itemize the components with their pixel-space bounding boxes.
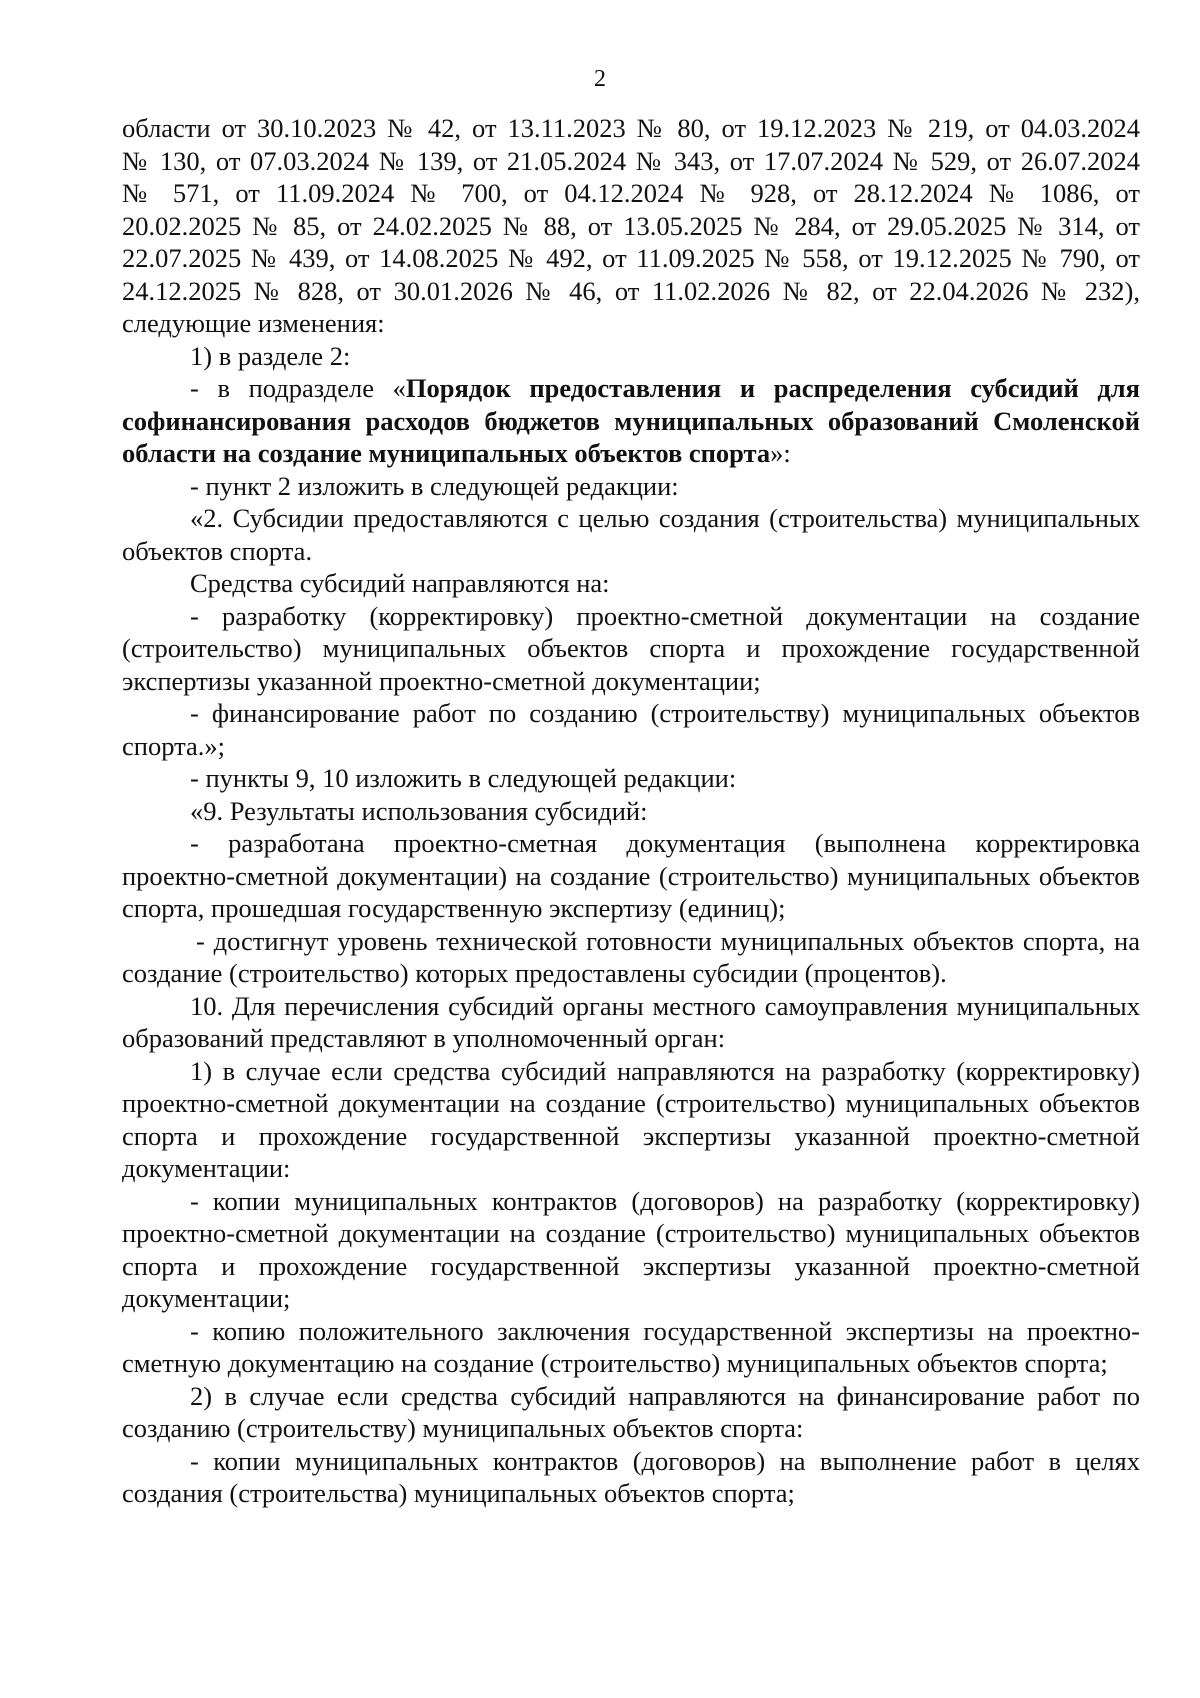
document-body [122,112,1140,1510]
subsection-paragraph [122,372,1140,470]
funds-paragraph: Средства субсидий направляются на: [190,568,610,598]
text-line: 22.07.2025 № 439, от 14.08.2025 № 492, от 11.09.2025 № 558, от 19.12.2025 № 790, от [122,243,1140,273]
items-9-10-intro: - пункты 9, 10 изложить в следующей редакции: [190,763,737,793]
section-paragraph: 1) в разделе 2: [190,340,351,371]
page-number: 2 [594,66,606,92]
item9-paragraph: «9. Результаты использования субсидий: [190,795,648,826]
subsection-title: Порядок предоставления и распределения субсидий для софинансирования расходов бюджетов муниципальных образований Смоленской области на создание муниципальных объектов спорта [122,373,1140,468]
item9-result-1: - разработана проектно-сметная документация (выполнена корректировка проектно-сметной документации) на создание (строительство) муниципальных объектов спорта, прошедшая государственную экспертизу (единиц); [122,828,1140,923]
funds-item-2: - финансирование работ по созданию (строительству) муниципальных объектов спорта.»; [122,698,1140,761]
funds-item-1: - разработку (корректировку) проектно-сметной документации на создание (строительство) муниципальных объектов спорта и прохождение государственной экспертизы указанной проектно-сметной документации; [122,600,1140,696]
text-line: следующие изменения: [122,308,385,338]
continuation-paragraph [122,112,1140,340]
text-line: № 130, от 07.03.2024 № 139, от 21.05.2024 № 343, от 17.07.2024 № 529, от 26.07.2024 [122,145,1140,176]
item2-intro: - пункт 2 изложить в следующей редакции: [190,470,679,501]
case1-item-b: - копию положительного заключения государственной экспертизы на проектно-сметную документацию на создание (строительство) муниципальных объектов спорта; [122,1315,1140,1378]
text-line: 20.02.2025 № 85, от 24.02.2025 № 88, от 13.05.2025 № 284, от 29.05.2025 № 314, от [122,210,1140,241]
subsection-prefix: - в подразделе « [190,373,406,403]
item9-result-2: - достигнут уровень технической готовности муниципальных объектов спорта, на создание (строительство) которых предоставлены субсидии (процентов). [122,925,1140,988]
text-line: № 571, от 11.09.2024 № 700, от 04.12.2024 № 928, от 28.12.2024 № 1086, от [122,178,1140,208]
case2-item-a: - копии муниципальных контрактов (договоров) на выполнение работ в целях создания (строительства) муниципальных объектов спорта; [122,1445,1140,1508]
item2-paragraph: «2. Субсидии предоставляются с целью создания (строительства) муниципальных объектов спорта. [122,503,1140,566]
case1-item-a: - копии муниципальных контрактов (договоров) на разработку (корректировку) проектно-сметной документации на создание (строительство) муниципальных объектов спорта и прохождение государственной экспертизы указанной проектно-сметной документации; [122,1185,1140,1313]
text-line: 24.12.2025 № 828, от 30.01.2026 № 46, от 11.02.2026 № 82, от 22.04.2026 № 232), [122,275,1140,306]
case2-paragraph: 2) в случае если средства субсидий направляются на финансирование работ по созданию (строительству) муниципальных объектов спорта: [122,1380,1140,1443]
subsection-suffix: »: [770,438,791,468]
text-line: области от 30.10.2023 № 42, от 13.11.2023 № 80, от 19.12.2023 № 219, от 04.03.2024 [122,113,1140,143]
item10-paragraph: 10. Для перечисления субсидий органы местного самоуправления муниципальных образований представляют в уполномоченный орган: [122,990,1140,1053]
case1-paragraph: 1) в случае если средства субсидий направляются на разработку (корректировку) проектно-сметной документации на создание (строительство) муниципальных объектов спорта и прохождение государственной экспертизы указанной проектно-сметной документации: [122,1055,1140,1183]
